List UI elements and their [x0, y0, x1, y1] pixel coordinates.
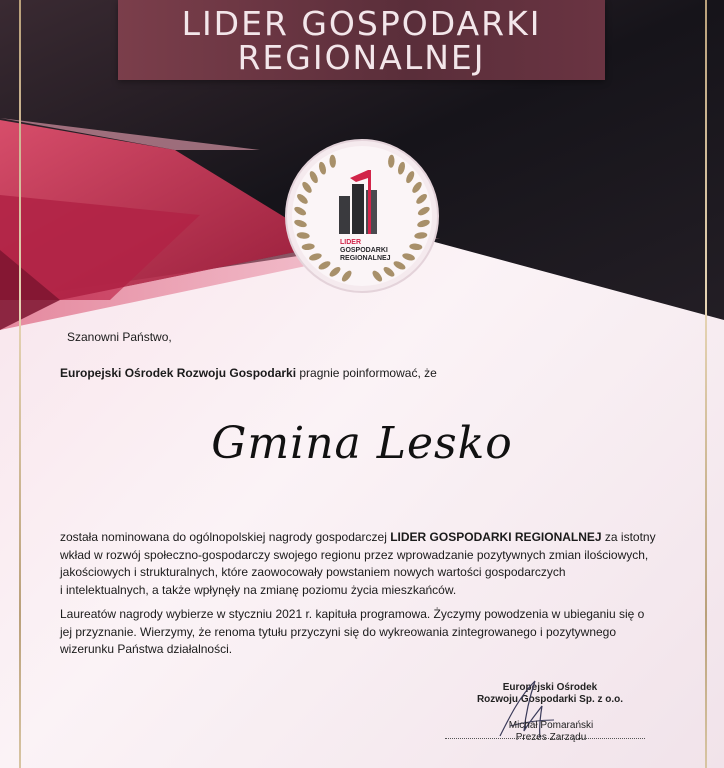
award-emblem: [284, 138, 440, 294]
signature-line: [445, 738, 645, 739]
paragraph-line: wizerunku Państwa działalności.: [60, 642, 233, 656]
title-banner: [118, 0, 605, 80]
paragraph-line: [60, 529, 670, 547]
gold-border-left: [19, 0, 21, 768]
paragraph-text: została nominowana do ogólnopolskiej nagrody gospodarczej: [60, 530, 391, 544]
company-name-line-1: Europejski Ośrodek: [502, 682, 598, 693]
signatory-role: Prezes Zarządu: [515, 732, 587, 743]
paragraph-line: jakościowych i strukturalnych, które zaowocowały powstaniem nowych wartości gospodarczych: [60, 565, 566, 579]
logo-text-line-3: REGIONALNEJ: [340, 255, 391, 262]
paragraph-line: Laureatów nagrody wybierze w styczniu 2021 r. kapituła programowa. Życzymy powodzenia w ubieganiu się o: [60, 607, 645, 621]
logo-text-line-2: GOSPODARKI: [340, 247, 388, 254]
banner-title-line-2: REGIONALNEJ: [237, 38, 486, 77]
intro-line: [60, 366, 437, 380]
nomination-paragraph: [60, 529, 670, 599]
signatory: [496, 720, 606, 744]
gold-border-right: [705, 0, 707, 768]
paragraph-line: i intelektualnych, a także wpłynęły na zmianę poziomu życia mieszkańców.: [60, 582, 457, 597]
company-name-line-2: Rozwoju Gospodarki Sp. z o.o.: [476, 694, 624, 705]
award-name: LIDER GOSPODARKI REGIONALNEJ: [390, 530, 602, 544]
logo-text-line-1: LIDER: [340, 239, 361, 246]
greeting: Szanowni Państwo,: [67, 330, 172, 344]
paragraph-text: za istotny: [601, 530, 656, 544]
recipient-name: Gmina Lesko: [211, 418, 513, 469]
laureates-paragraph: [60, 606, 670, 659]
intro-text: pragnie poinformować, że: [296, 366, 437, 380]
banner-title-line-1: LIDER GOSPODARKI: [181, 4, 542, 43]
signatory-name: Michał Pomarański: [508, 720, 594, 731]
intro-organization: Europejski Ośrodek Rozwoju Gospodarki: [60, 366, 297, 380]
paragraph-line: jej przyznanie. Wierzymy, że renoma tytułu przyczyni się do wykreowania zintegrowanego i pozytywnego: [60, 624, 617, 639]
paragraph-line: wkład w rozwój społeczno-gospodarczy swojego regionu przez wprowadzanie pozytywnych zmian ilościowych,: [60, 547, 649, 562]
